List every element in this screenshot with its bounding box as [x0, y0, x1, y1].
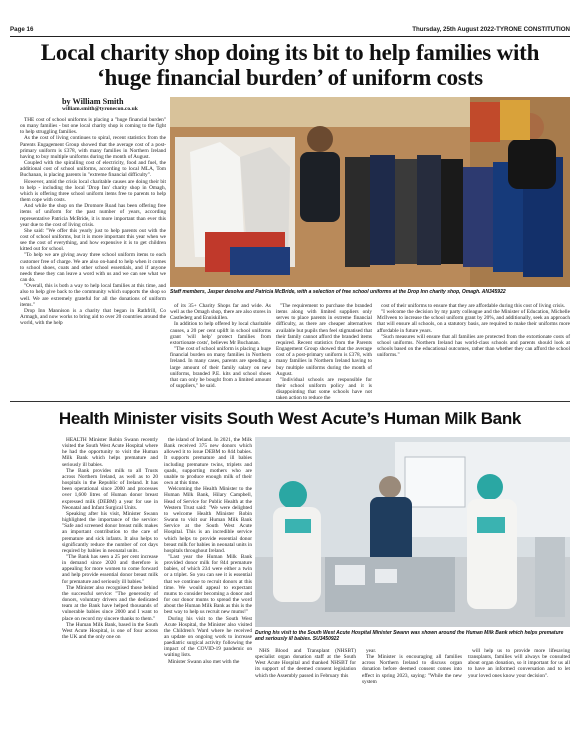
paragraph: "Overall, this is both a way to help local families at this time, and also to help give back to the community which supports the shop so well. We are extremely grateful for all the donations of uniform items.": [20, 283, 166, 308]
paragraph: In addition to help offered by local charitable causes, a 20 per cent uplift in school uniforms grant 'will help' protect families from extortionate costs', believes Mr Buchanan.: [170, 321, 271, 346]
paragraph: "Last year the Human Milk Bank provided donor milk for 844 premature babies, of which 234 were either a twin or a triplet. So you can see it is essential that we continue to recruit donors at this time. We would appeal to expectant mums to consider becoming a donor and for our donor mums to spread the word about the Human Milk Bank as this is the best way to help us recruit new mums!": [164, 553, 252, 616]
story2-column-1: [62, 437, 158, 729]
paragraph: Coupled with the spiralling cost of electricity, food and fuel, the additional cost of school uniforms, according to local MLA, Tom Buchanan, is placing parents in "extreme financial difficulty".: [20, 160, 166, 179]
story2-column-2: [164, 437, 252, 729]
paragraph: NHS Blood and Transplant (NHSBT) specialist organ donation staff at the South West Acute Hospital and thanked NHSBT for its support of the deemed consent legislation which the Assembly passed in February this: [255, 648, 356, 679]
paragraph: cost of their uniforms to ensure that they are affordable during this cost of living crisis.: [381, 303, 566, 309]
paragraph: Speaking after his visit, Minister Swann highlighted the importance of the service: "Safe and screened donor breast milk makes an important contribution to the care of premature and sick infants. It also helps to significantly reduce the number of cot days required by babies in neonatal units.: [62, 510, 158, 554]
paragraph: year.: [366, 648, 377, 654]
paragraph: the island of Ireland. In 2021, the Milk Bank received 375 new donors which allowed it to issue DEBM to 844 babies. It supports premature and ill babies including premature twins, triplets and quads, supporting mothers who are unable to produce enough milk of their own at this time.: [164, 437, 252, 487]
paragraph: She said: "We offer this yearly just to help parents out with the cost of school uniforms, but it is more important this year when we see the cost of everything, and how expensive it is to get children kitted out for school.: [20, 227, 166, 253]
date-line: Thursday, 25th August 2022-TYRONE CONSTITUTION: [412, 26, 570, 33]
paragraph: of its 35+ Charity Shops far and wide. As well as the Omagh shop, there are also stores in Castlederg and Enniskillen.: [170, 303, 271, 322]
story2-headline: Health Minister visits South West Acute’s Human Milk Bank: [58, 409, 522, 428]
story2-column-3: [255, 648, 356, 730]
paragraph: "The Bank has seen a 25 per cent increase in demand since 2020 and therefore is appealing for more women to come forward and help provide essential donor breast milk for premature and seriously ill babies.": [62, 553, 158, 585]
story2-column-5: [468, 648, 570, 730]
paragraph: HEALTH Minister Robin Swann recently visited the South West Acute Hospital where he had the opportunity to visit the Human Milk Bank which helps premature and seriously ill babies.: [62, 437, 158, 468]
story1-byline-block: [62, 97, 138, 112]
paragraph: "The cost of school uniform is placing a huge financial burden on many families in Northern Ireland. In many cases, parents are spending a large amount of their family salary on new uniforms, branded P.E. kits and school shoes that can only be bought from a limited amount of suppliers," he said.: [170, 346, 271, 390]
paragraph: "To help we are giving away three school uniform items to each customer free of charge. We are also on-hand to help when it comes to school shoes, coats and other school essentials, and if anyone needs these they can leave a word with us and we can see what we can do.: [20, 252, 166, 284]
uniform-shop-photo-image: [170, 97, 570, 287]
paragraph: "I welcome the decision by my party colleague and the Minister of Education, Michelle McIlveen to increase the school uniform grant by 20%, and additionally, seek an approach that will ensure all schools, on a statutory basis, are required to make their uniforms more affordable in future years.: [377, 309, 570, 334]
paragraph: The Bank provides milk to all Trusts across Northern Ireland, as well as to 20 hospitals in the Republic of Ireland. It has been operational since 2000 and processes over 1,600 litres of Human donor breast expressed milk (DEBM) a year for use in Neonatal and Infant Surgical Units.: [62, 467, 158, 511]
paragraph: "The requirement to purchase the branded items along with limited suppliers only serves to place parents in extreme financial difficulty, as there are cheaper alternatives available but pupils then feel stigmatised that their family cannot afford the branded items required. Recent statistics from the Parents Engagement Group showed that the average cost of a post-primary uniform is £378, with many families in Northern Ireland having to buy multiple uniforms during the month of August.: [276, 303, 372, 377]
paragraph: The Minister is encouraging all families across Northern Ireland to discuss organ donation before deemed consent comes into effect in spring 2023, saying: "While the new system: [362, 654, 462, 685]
page-number: Page 16: [10, 26, 34, 33]
story2-photo-caption: During his visit to the South West Acute Hospital Minister Swann was shown around the Human Milk Bank which helps premature and seriously ill babies. SU3450922: [255, 630, 564, 642]
paragraph: As the cost of living continues to spiral, recent statistics from the Parents Engagement Group showed that the average cost of a post-primary uniform is £378, with many families in Northern Ireland having to buy multiple uniforms during the month of August.: [20, 135, 166, 160]
story1-column-3: [276, 303, 372, 402]
milk-bank-photo-image: [255, 437, 570, 627]
uniform-shop-photo: [170, 97, 570, 287]
paragraph: THE cost of school uniforms is placing a "huge financial burden" on many families - but one local charity shop is coming to the fight to help struggling families.: [20, 117, 166, 136]
paragraph: "Individual schools are responsible for their school uniform policy and it is disappointing that some schools have not taken action to reduce the: [276, 376, 372, 402]
paragraph: And while the shop on the Dromore Road has been offering free items of uniform for the past number of years, according representative Patricia McBride, it is more important than ever this year due to the cost of living crisis.: [20, 203, 166, 228]
milk-bank-photo: [255, 437, 570, 627]
story1-column-4: [377, 303, 570, 395]
story-separator: [10, 401, 570, 402]
paragraph: will help us to provide more lifesaving transplants, families will always be consulted about organ donation, so it important for us all to have an informed conversation and to let your loved ones know your decision".: [468, 648, 570, 679]
paragraph: Drop Inn Mannison is a charity that began in Rathfrill, Co Armagh, and now works to bring aid to over 20 countries around the world, with the help: [20, 307, 166, 327]
header-rule: [10, 36, 570, 37]
story1-column-1: [20, 117, 166, 379]
story1-byline: by William Smith: [62, 97, 124, 106]
paragraph: "Such measures will ensure that all families are protected from the extortionate costs of school uniforms. Northern Ireland has world-class schools and parents should look at schools based on the educational outcomes, rather than whether they can afford the school uniforms.": [377, 333, 570, 359]
paragraph: However, amid the crisis local charitable causes are doing their bit to help - including the local 'Drop Inn' charity shop in Omagh, which is offering three school uniform items free to parents to help them cope with costs.: [20, 178, 166, 204]
paragraph: The Human Milk Bank, based in the South West Acute Hospital, is one of four across the UK and the only one on: [62, 621, 158, 640]
story2-column-4: [362, 648, 462, 730]
story1-column-2: [170, 303, 271, 395]
story1-photo-caption: Staff members, Jasper desolva and Patricia McBride, with a selection of free school uniforms at the Drop Inn charity shop, Omagh. AN345922: [170, 289, 506, 295]
paragraph: Minister Swann also met with the: [168, 658, 240, 665]
paragraph: During his visit to the South West Acute Hospital, the Minister also visited the Children's Ward where he received an update on ongoing work to increase paediatric surgical activity following the impact of the COVID-19 pandemic on waiting lists.: [164, 615, 252, 659]
story1-email: william.smith@tyronecon.co.uk: [62, 106, 138, 112]
paragraph: Welcoming the Health Minister to the Human Milk Bank, Hilary Campbell, Head of Service for Public Health at the Western Trust said: "We were delighted to welcome Health Minister Robin Swann to visit our Human Milk Bank Service at the South West Acute Hospital. This is an incredible service which helps to provide essential donor breast milk for babies in neonatal units in hospitals throughout Ireland.: [164, 486, 252, 554]
paragraph: The Minister also recognised those behind the successful service: "The generosity of donors, voluntary drivers and the dedicated team at the Bank have helped thousands of vulnerable babies since 2000 and I want to place on record my sincere thanks to them.": [62, 584, 158, 622]
story1-headline: Local charity shop doing its bit to help families with ‘huge financial burden’ of uniform costs: [40, 40, 540, 90]
